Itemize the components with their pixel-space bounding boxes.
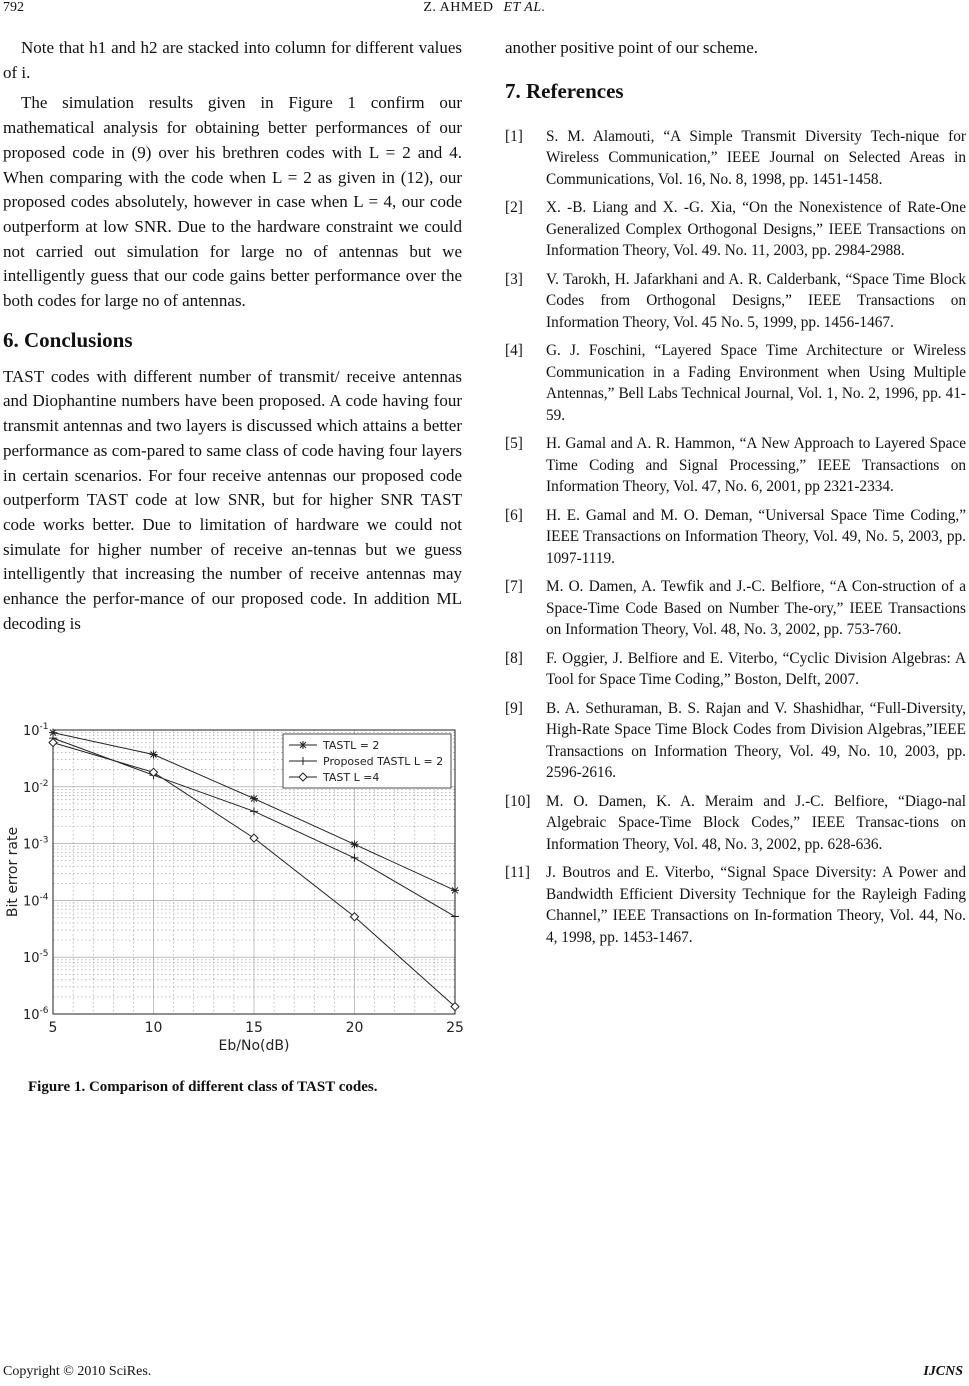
- reference-text: J. Boutros and E. Viterbo, “Signal Space Diversity: A Power and Bandwidth Efficient Diversity Technique for the Rayleigh Fading Channel,” IEEE Transactions on In-formation Theory, Vol. 44, No. 4, 1998, pp. 1453-1467.: [546, 864, 966, 946]
- data-point-marker: [451, 886, 459, 894]
- reference-item: [505, 340, 966, 426]
- page-number: 792: [3, 0, 24, 15]
- data-point-marker: [150, 751, 158, 759]
- legend-label: TAST L =4: [323, 771, 380, 784]
- reference-item: [505, 433, 966, 498]
- reference-text: F. Oggier, J. Belfiore and E. Viterbo, “Cyclic Division Algebras: A Tool for Space Time Coding,” Boston, Delft, 2007.: [546, 649, 966, 689]
- paragraph-conclusions: TAST codes with different number of transmit/ receive antennas and Diophantine numbers have been proposed. A code having four transmit antennas and two layers is discussed which attains a better performance as com-pared to same class of code having four layers in certain scenarios. For four receive antennas our proposed code outperform TAST code at low SNR, but for higher SNR TAST code works better. Due to limitation of hardware we could not simulate for higher number of receive an-tennas but we guess intelligently that increasing the number of receive antennas may enhance the perfor-mance of our proposed code. In addition ML decoding is: [3, 366, 462, 633]
- paragraph-note: Note that h1 and h2 are stacked into column for different values of i.: [3, 38, 462, 82]
- x-tick-label: 10: [144, 1020, 163, 1036]
- reference-number: [5]: [505, 435, 523, 453]
- legend-label: Proposed TASTL L = 2: [323, 755, 444, 768]
- reference-item: [505, 791, 966, 856]
- reference-number: [9]: [505, 699, 523, 717]
- y-tick-label: $10^{-2}$: [23, 778, 49, 796]
- reference-text: V. Tarokh, H. Jafarkhani and A. R. Calderbank, “Space Time Block Codes from Orthogonal Designs,” IEEE Transactions on Information Theory, Vol. 45 No. 5, 1999, pp. 1456-1467.: [546, 270, 966, 331]
- paragraph-simulation: The simulation results given in Figure 1 confirm our mathematical analysis for obtaining better performances of our proposed code in (9) over his brethren codes with L = 2 and 4. When comparing with the code when L = 2 as given in (12), our proposed codes absolutely, however in case when L = 4, our code outperform at low SNR. Due to the hardware constraint we could not carried out simulation for large no of antennas but we intelligently guess that our code gains better performance over the both codes for large no of antennas.: [3, 93, 462, 311]
- reference-text: S. M. Alamouti, “A Simple Transmit Diversity Tech-nique for Wireless Communication,” IEEE Journal on Selected Areas in Communications, Vol. 16, No. 8, 1998, pp. 1451-1458.: [546, 127, 966, 188]
- reference-item: [505, 648, 966, 691]
- reference-item: [505, 862, 966, 948]
- reference-text: H. E. Gamal and M. O. Deman, “Universal Space Time Coding,” IEEE Transactions on Information Theory, Vol. 49, No. 5, 2003, pp. 1097-1119.: [546, 506, 966, 567]
- figure-1: [3, 714, 462, 1071]
- reference-item: [505, 269, 966, 334]
- x-tick-label: 25: [446, 1020, 464, 1036]
- y-tick-label: $10^{-4}$: [23, 892, 49, 910]
- reference-text: B. A. Sethuraman, B. S. Rajan and V. Shashidhar, “Full-Diversity, High-Rate Space Time Block Codes from Division Algebras,”IEEE Transactions on Information Theory, Vol. 49, No. 10, 2003, pp. 2596-2616.: [546, 699, 966, 782]
- x-axis-label: Eb/No(dB): [218, 1038, 290, 1054]
- reference-number: [8]: [505, 649, 523, 667]
- figure-caption: Figure 1. Comparison of different class of TAST codes.: [28, 1079, 378, 1095]
- reference-number: [1]: [505, 127, 523, 145]
- footer-journal: IJCNS: [923, 1364, 963, 1379]
- legend-marker: [299, 741, 307, 749]
- reference-text: X. -B. Liang and X. -G. Xia, “On the Nonexistence of Rate-One Generalized Complex Orthogonal Designs,” IEEE Transactions on Information Theory, Vol. 49. No. 11, 2003, pp. 2984-2988.: [546, 199, 966, 260]
- reference-item: [505, 698, 966, 784]
- reference-number: [3]: [505, 270, 523, 288]
- conclusions-heading: 6. Conclusions: [3, 327, 133, 352]
- reference-number: [10]: [505, 792, 531, 810]
- references-heading: 7. References: [505, 78, 624, 103]
- data-point-marker: [351, 840, 359, 848]
- paragraph-positive-point: another positive point of our scheme.: [505, 38, 759, 57]
- reference-number: [2]: [505, 199, 523, 217]
- footer-copyright: Copyright © 2010 SciRes.: [3, 1364, 152, 1379]
- left-column: [3, 36, 462, 642]
- reference-text: M. O. Damen, A. Tewfik and J.-C. Belfiore, “A Con-struction of a Space-Time Code Based on Number The-ory,” IEEE Transactions on Information Theory, Vol. 48, No. 3, 2002, pp. 753-760.: [546, 578, 966, 639]
- x-tick-label: 5: [48, 1020, 58, 1036]
- y-tick-label: $10^{-5}$: [23, 949, 49, 967]
- reference-list: [505, 126, 966, 949]
- reference-text: G. J. Foschini, “Layered Space Time Architecture or Wireless Communication in a Fading Environment when Using Multiple Antennas,” Bell Labs Technical Journal, Vol. 1, No. 2, 1996, pp. 41-59.: [546, 342, 966, 424]
- x-tick-label: 20: [345, 1020, 364, 1036]
- reference-number: [7]: [505, 578, 523, 596]
- reference-item: [505, 576, 966, 641]
- reference-number: [6]: [505, 506, 523, 524]
- reference-number: [11]: [505, 864, 530, 882]
- y-tick-label: $10^{-1}$: [23, 722, 49, 739]
- running-head-authors: Z. AHMED: [423, 0, 494, 15]
- y-tick-label: $10^{-3}$: [23, 835, 49, 853]
- running-head-etal: ET AL.: [503, 0, 546, 15]
- data-point-marker: [250, 795, 258, 803]
- ber-chart: [3, 714, 462, 1066]
- y-tick-label: $10^{-6}$: [23, 1006, 49, 1023]
- y-axis-label: Bit error rate: [5, 826, 21, 918]
- legend-label: TASTL = 2: [323, 739, 380, 752]
- reference-item: [505, 505, 966, 570]
- reference-text: H. Gamal and A. R. Hammon, “A New Approach to Layered Space Time Coding and Signal Processing,” IEEE Transactions on Information Theory, Vol. 47, No. 6, 2001, pp 2321-2334.: [546, 435, 966, 496]
- reference-item: [505, 126, 966, 191]
- reference-number: [4]: [505, 342, 523, 360]
- reference-item: [505, 197, 966, 262]
- right-column: [505, 36, 966, 955]
- x-tick-label: 15: [245, 1020, 263, 1036]
- running-head: [0, 0, 969, 16]
- reference-text: M. O. Damen, K. A. Meraim and J.-C. Belfiore, “Diago-nal Algebraic Space-Time Block Codes,” IEEE Transac-tions on Information Theory, Vol. 48, No. 3, 2002, pp. 628-636.: [546, 792, 966, 853]
